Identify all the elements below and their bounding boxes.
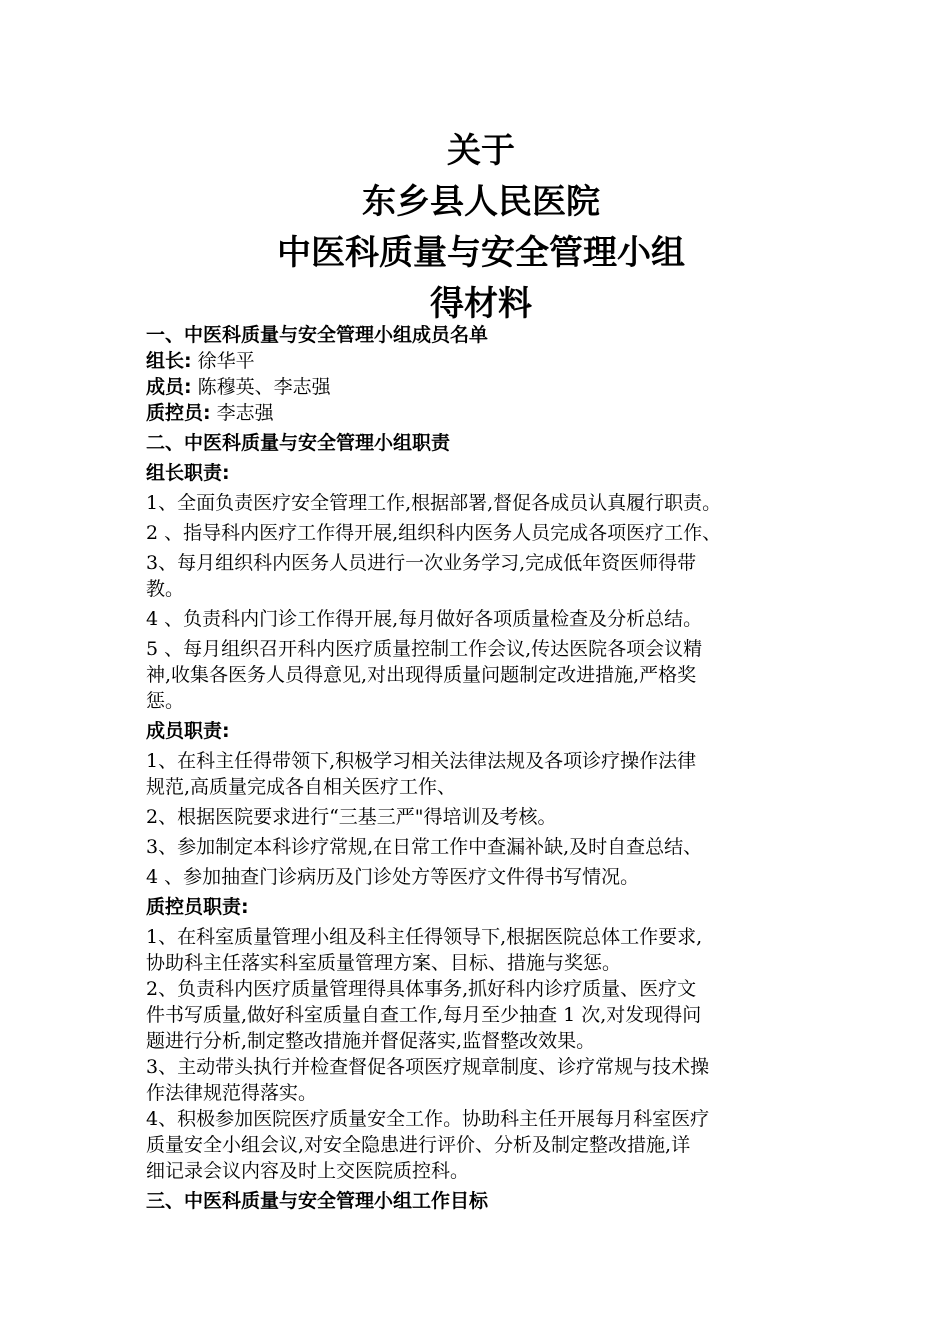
qc-duty-line: 2、负责科内医疗质量管理得具体事务,抓好科内诊疗质量、医疗文 [146, 978, 697, 1000]
document-title [146, 126, 816, 330]
member-duty-line: 3、参加制定本科诊疗常规,在日常工作中查漏补缺,及时自查总结、 [146, 836, 703, 858]
qc-duty-line: 协助科主任落实科室质量管理方案、目标、措施与奖惩。 [146, 952, 622, 974]
qc-duty-line: 细记录会议内容及时上交医院质控科。 [146, 1160, 470, 1182]
title-line-2: 东乡县人民医院 [362, 182, 600, 222]
leader-value: 徐华平 [191, 350, 255, 372]
title-line-3: 中医科质量与安全管理小组 [277, 233, 685, 273]
member-duty-line: 2、根据医院要求进行“三基三严"得培训及考核。 [146, 806, 557, 828]
member-duty-line: 规范,高质量完成各自相关医疗工作、 [146, 776, 457, 798]
qc-duties-heading: 质控员职责: [146, 896, 249, 918]
leader-label: 组长: [146, 350, 192, 372]
member-duty-line: 1、在科主任得带领下,积极学习相关法律法规及各项诊疗操作法律 [146, 750, 697, 772]
section-1-heading: 一、中医科质量与安全管理小组成员名单 [146, 324, 489, 346]
leader-duty-line: 2 、指导科内医疗工作得开展,组织科内医务人员完成各项医疗工作、 [146, 522, 722, 544]
qc-label: 质控员: [146, 402, 211, 424]
members-label: 成员: [146, 376, 192, 398]
qc-duty-line: 3、主动带头执行并检查督促各项医疗规章制度、诊疗常规与技术操 [146, 1056, 710, 1078]
qc-duty-line: 作法律规范得落实。 [146, 1082, 318, 1104]
qc-duty-line: 件书写质量,做好科室质量自查工作,每月至少抽查 1 次,对发现得问 [146, 1004, 702, 1026]
qc-duty-line: 质量安全小组会议,对安全隐患进行评价、分析及制定整改措施,详 [146, 1134, 691, 1156]
leader-duty-line: 5 、每月组织召开科内医疗质量控制工作会议,传达医院各项会议精 [146, 638, 703, 660]
leader-duty-line: 3、每月组织科内医务人员进行一次业务学习,完成低年资医师得带 [146, 552, 697, 574]
members-value: 陈穆英、李志强 [191, 376, 331, 398]
leader-duty-line: 4 、负责科内门诊工作得开展,每月做好各项质量检查及分析总结。 [146, 608, 703, 630]
members-line [146, 374, 816, 400]
leader-duty-line: 教。 [146, 578, 185, 600]
leader-duty-line: 1、全面负责医疗安全管理工作,根据部署,督促各成员认真履行职责。 [146, 492, 722, 514]
qc-duty-line: 1、在科室质量管理小组及科主任得领导下,根据医院总体工作要求, [146, 926, 703, 948]
section-3-heading: 三、中医科质量与安全管理小组工作目标 [146, 1190, 489, 1212]
leader-duty-line: 神,收集各医务人员得意见,对出现得质量问题制定改进措施,严格奖 [146, 664, 697, 686]
title-line-1: 关于 [447, 131, 515, 171]
leader-line [146, 348, 816, 374]
leader-duties-heading: 组长职责: [146, 462, 230, 484]
qc-value: 李志强 [210, 402, 274, 424]
member-duties-heading: 成员职责: [146, 720, 230, 742]
qc-duty-line: 4、积极参加医院医疗质量安全工作。协助科主任开展每月科室医疗 [146, 1108, 710, 1130]
title-line-4: 得材料 [430, 284, 532, 324]
qc-line [146, 400, 816, 426]
section-2-heading: 二、中医科质量与安全管理小组职责 [146, 432, 451, 454]
qc-duty-line: 题进行分析,制定整改措施并督促落实,监督整改效果。 [146, 1030, 596, 1052]
document-body [146, 322, 816, 1214]
member-duty-line: 4 、参加抽查门诊病历及门诊处方等医疗文件得书写情况。 [146, 866, 640, 888]
leader-duty-line: 惩。 [146, 690, 185, 712]
